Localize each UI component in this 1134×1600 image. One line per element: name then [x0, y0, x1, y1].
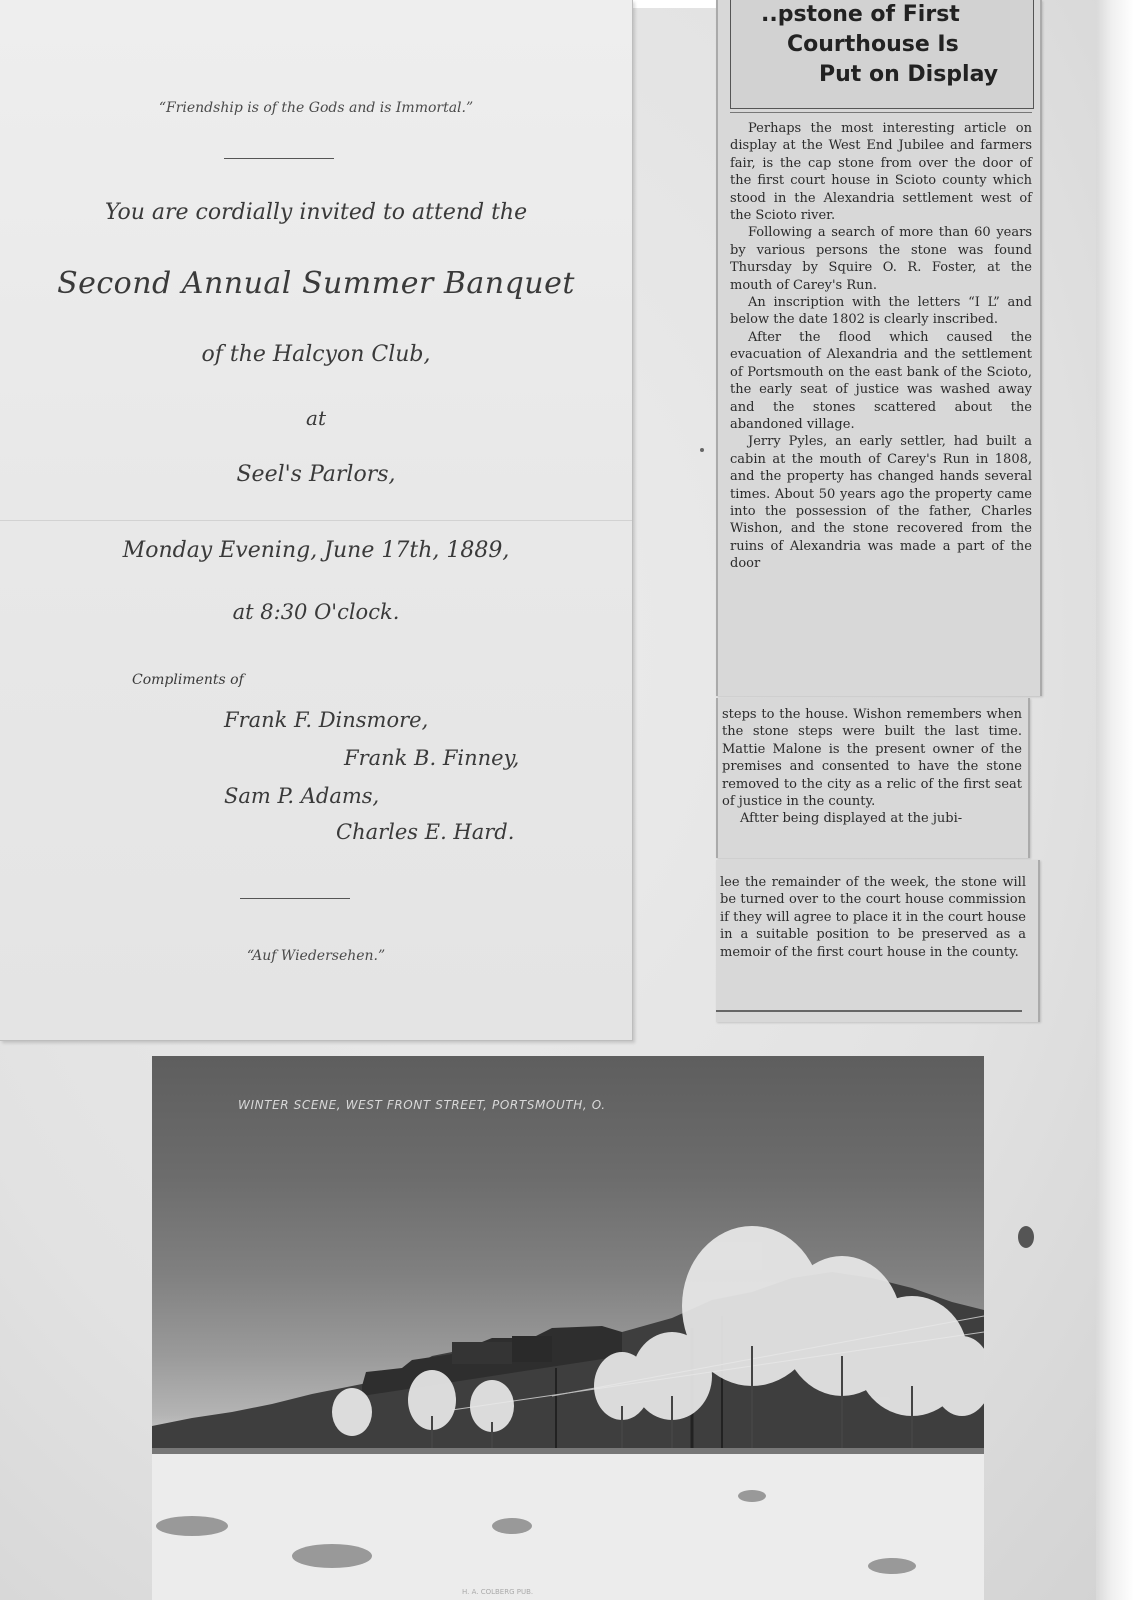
newspaper-clipping-3	[716, 860, 1040, 1022]
host-name: Frank B. Finney,	[344, 746, 520, 770]
invitation-motto: “Friendship is of the Gods and is Immortal.”	[158, 100, 474, 116]
compliments-label: Compliments of	[132, 672, 244, 688]
building-block	[452, 1342, 512, 1364]
invitation-line: You are cordially invited to attend the	[104, 200, 528, 225]
postcard-caption: WINTER SCENE, WEST FRONT STREET, PORTSMOUTH, O.	[238, 1098, 606, 1112]
article-paragraph: steps to the house. Wishon remembers when the stone steps were built the last time. Mattie Malone is the present owner of the premises and consented to have the stone removed to the city as a relic of the first seat of justice in the county.	[722, 707, 1022, 810]
article-column-3	[720, 874, 1026, 961]
article-end-rule	[716, 1010, 1022, 1012]
headline-line: Put on Display	[819, 62, 999, 87]
winter-landscape-illustration	[152, 1056, 984, 1600]
article-paragraph: Aftter being displayed at the jubi-	[740, 811, 963, 827]
ornamental-rule-bottom	[240, 898, 350, 899]
event-date: Monday Evening, June 17th, 1889,	[122, 538, 510, 563]
postcard-publisher: H. A. COLBERG PUB.	[462, 1588, 534, 1596]
winter-scene-postcard	[152, 1056, 984, 1600]
host-name: Charles E. Hard.	[336, 820, 515, 844]
ornamental-rule-top	[224, 158, 334, 159]
article-paragraph: An inscription with the letters “I L” and below the date 1802 is clearly inscribed.	[730, 295, 1032, 328]
stain-mark	[1018, 1226, 1034, 1248]
banquet-invitation-card	[0, 0, 633, 1041]
paper-speck	[700, 448, 704, 452]
newspaper-clipping-2	[716, 698, 1030, 858]
article-paragraph: Perhaps the most interesting article on display at the West End Jubilee and farmers fair, is the cap stone from over the door of the first court house in Scioto county which stood in the Alexandria settlement west of the Scioto river.	[730, 121, 1032, 224]
newspaper-clipping-1	[716, 0, 1042, 696]
building-block	[512, 1336, 552, 1362]
host-name: Frank F. Dinsmore,	[224, 708, 429, 732]
headline-divider	[730, 112, 1032, 113]
article-paragraph: lee the remainder of the week, the stone will be turned over to the court house commission if they will agree to place it in the court house in a suitable position to be preserved as a memoir of the first court house in the county.	[720, 875, 1026, 960]
club-line: of the Halcyon Club,	[201, 342, 431, 367]
snow-field	[152, 1452, 984, 1600]
at-word: at	[306, 406, 326, 430]
card-fold-line	[0, 520, 632, 521]
headline-box	[730, 0, 1034, 109]
article-paragraph: Following a search of more than 60 years by various persons the stone was found Thursday by Squire O. R. Foster, at the mouth of Carey's Run.	[730, 225, 1032, 293]
host-name: Sam P. Adams,	[224, 784, 380, 808]
headline-line: Courthouse Is	[787, 32, 959, 57]
event-time: at 8:30 O'clock.	[232, 600, 400, 624]
farewell-line: “Auf Wiedersehen.”	[246, 948, 386, 964]
article-paragraph: Jerry Pyles, an early settler, had built a cabin at the mouth of Carey's Run in 1808, and the property has changed hands several times. About 50 years ago the property came into the possession of the father, Charles Wishon, and the stone recovered from the ruins of Alexandria was made a part of the door	[730, 434, 1032, 572]
headline-line: ..pstone of First	[761, 2, 960, 27]
article-column-1	[730, 120, 1032, 573]
venue: Seel's Parlors,	[236, 462, 396, 487]
article-paragraph: After the flood which caused the evacuation of Alexandria and the settlement of Portsmouth on the east bank of the Scioto, the early seat of justice was washed away and the stones scattered about the abandoned village.	[730, 329, 1032, 432]
page-right-edge	[1096, 0, 1134, 1600]
field-shadow	[152, 1448, 984, 1454]
article-column-2	[722, 706, 1022, 828]
event-title: Second Annual Summer Banquet	[57, 266, 575, 301]
